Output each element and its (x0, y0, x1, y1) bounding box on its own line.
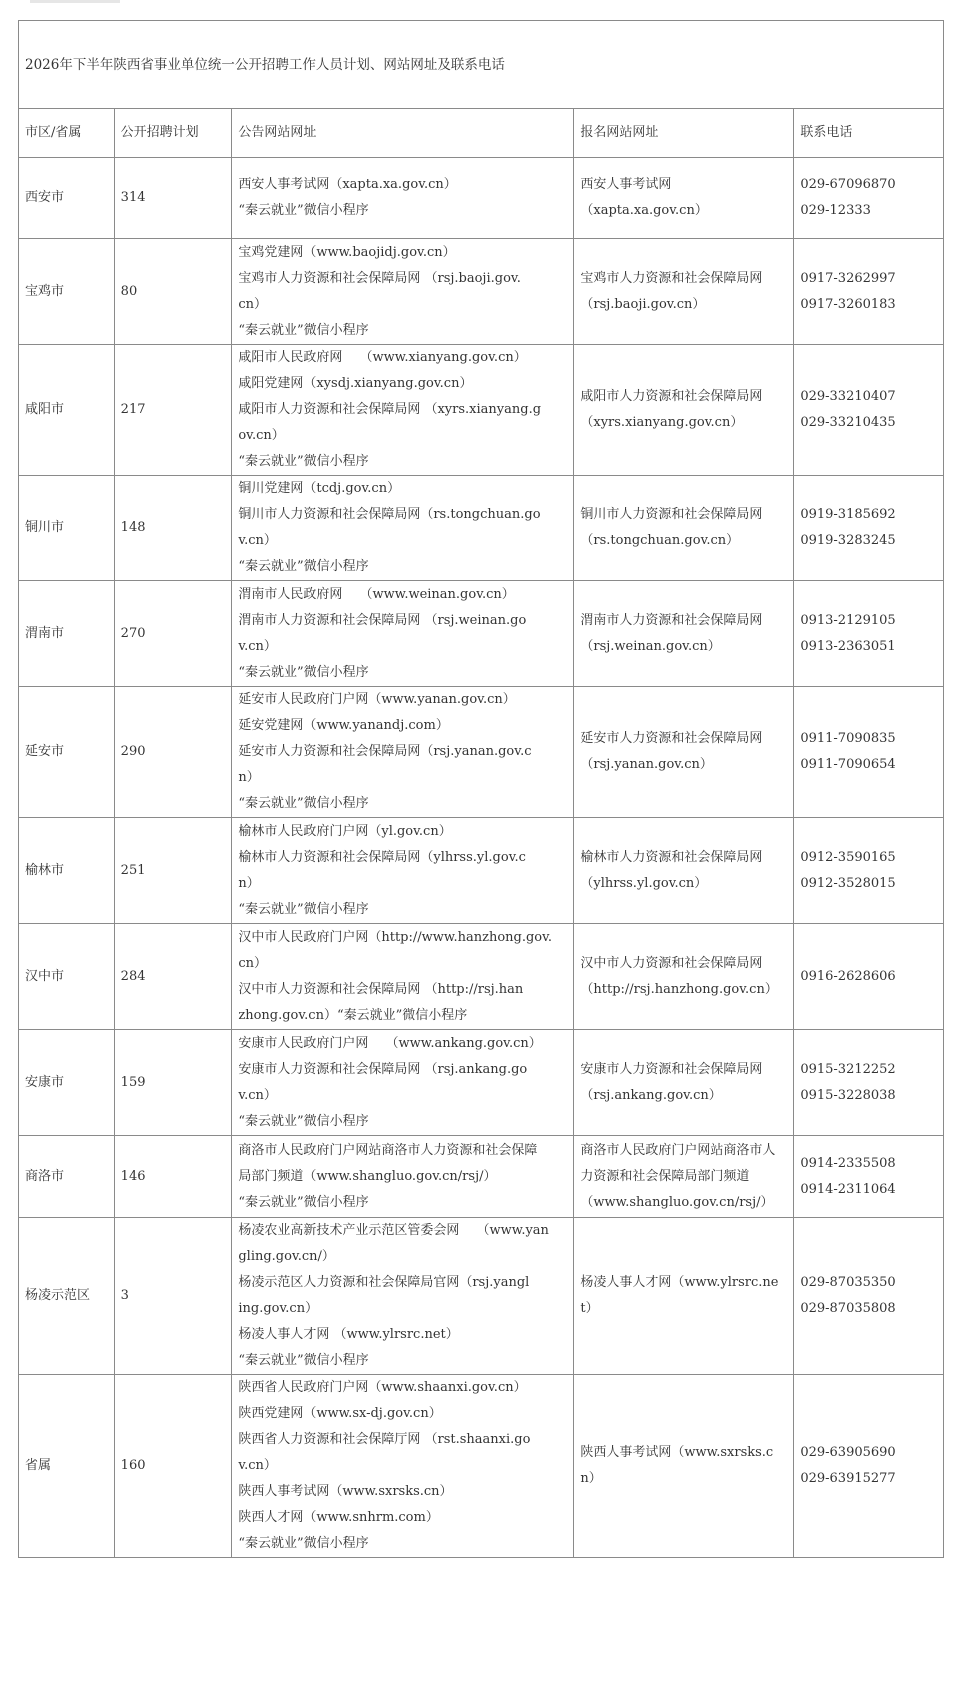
plan-cell: 148 (114, 476, 232, 581)
table-row (19, 924, 944, 1030)
table-row (19, 1136, 944, 1218)
notice-site-line: 陕西人才网（www.snhrm.com） (238, 1510, 439, 1525)
notice-site-line: v.cn） (238, 1087, 277, 1103)
phone-number: 029-67096870 (800, 177, 896, 192)
notice-site-line: 延安市人民政府门户网（www.yanan.gov.cn） (238, 692, 516, 707)
register-site-cell (574, 345, 794, 476)
notice-site-cell (232, 1375, 574, 1558)
table-row (19, 345, 944, 476)
notice-site-cell (232, 1136, 574, 1218)
phone-number: 0913-2129105 (800, 612, 896, 628)
register-site-line: 力资源和社会保障局部门频道 (580, 1168, 750, 1184)
register-site-line: 榆林市人力资源和社会保障局网 (580, 849, 763, 865)
notice-site-line: v.cn） (238, 1458, 277, 1473)
notice-site-line: 陕西省人民政府门户网（www.shaanxi.gov.cn） (238, 1380, 527, 1395)
notice-site-line: “秦云就业”微信小程序 (238, 796, 369, 811)
phone-number: 0913-2363051 (800, 638, 896, 654)
register-site-line: 宝鸡市人力资源和社会保障局网 (580, 270, 763, 286)
phone-cell (794, 476, 944, 581)
register-site-line: 延安市人力资源和社会保障局网 (580, 731, 763, 746)
notice-site-line: “秦云就业”微信小程序 (238, 1194, 369, 1210)
register-site-line: 安康市人力资源和社会保障局网 (580, 1061, 763, 1077)
notice-site-cell (232, 1030, 574, 1136)
plan-cell: 160 (114, 1375, 232, 1558)
phone-number: 029-12333 (800, 203, 871, 218)
notice-site-line: 陕西人事考试网（www.sxrsks.cn） (238, 1484, 453, 1499)
notice-site-line: “秦云就业”微信小程序 (238, 1113, 369, 1129)
register-site-line: （rsj.weinan.gov.cn） (580, 638, 721, 654)
notice-site-line: 杨凌示范区人力资源和社会保障局官网（rsj.yangl (238, 1275, 530, 1290)
notice-site-line: 宝鸡市人力资源和社会保障局网 （rsj.baoji.gov. (238, 270, 521, 286)
register-site-line: 渭南市人力资源和社会保障局网 (580, 612, 763, 628)
register-site-line: （rs.tongchuan.gov.cn） (580, 533, 740, 548)
notice-site-cell (232, 158, 574, 239)
notice-site-line: 咸阳党建网（xysdj.xianyang.gov.cn） (238, 376, 473, 391)
notice-site-line: 陕西党建网（www.sx-dj.gov.cn） (238, 1406, 442, 1421)
table-row (19, 581, 944, 687)
header-region: 市区/省属 (19, 109, 115, 158)
phone-cell (794, 1030, 944, 1136)
notice-site-line: “秦云就业”微信小程序 (238, 1536, 369, 1551)
register-site-cell (574, 1375, 794, 1558)
plan-cell: 314 (114, 158, 232, 239)
table-row (19, 687, 944, 818)
phone-number: 0916-2628606 (800, 968, 896, 984)
phone-cell (794, 1218, 944, 1375)
register-site-cell (574, 239, 794, 345)
notice-site-cell (232, 1218, 574, 1375)
phone-number: 0912-3590165 (800, 849, 896, 865)
region-cell: 杨凌示范区 (19, 1218, 115, 1375)
phone-number: 0915-3228038 (800, 1087, 896, 1103)
notice-site-line: 渭南市人民政府网 （www.weinan.gov.cn） (238, 586, 515, 602)
register-site-line: （rsj.baoji.gov.cn） (580, 296, 706, 312)
notice-site-cell (232, 818, 574, 924)
header-notice-site: 公告网站网址 (232, 109, 574, 158)
table-row (19, 818, 944, 924)
notice-site-line: 榆林市人民政府门户网（yl.gov.cn） (238, 823, 452, 839)
notice-site-line: 渭南市人力资源和社会保障局网 （rsj.weinan.go (238, 612, 527, 628)
table-row (19, 158, 944, 239)
region-cell: 铜川市 (19, 476, 115, 581)
phone-number: 0919-3283245 (800, 533, 896, 548)
region-cell: 省属 (19, 1375, 115, 1558)
notice-site-line: v.cn） (238, 638, 277, 654)
notice-site-line: 汉中市人力资源和社会保障局网 （http://rsj.han (238, 981, 524, 997)
phone-number: 0914-2311064 (800, 1181, 896, 1197)
notice-site-line: 宝鸡党建网（www.baojidj.gov.cn） (238, 244, 456, 260)
notice-site-line: “秦云就业”微信小程序 (238, 322, 369, 338)
plan-cell: 251 (114, 818, 232, 924)
notice-site-cell (232, 924, 574, 1030)
notice-site-line: 延安党建网（www.yanandj.com） (238, 718, 449, 733)
phone-cell (794, 345, 944, 476)
table-row (19, 476, 944, 581)
plan-cell: 270 (114, 581, 232, 687)
header-phone: 联系电话 (794, 109, 944, 158)
notice-site-line: 榆林市人力资源和社会保障局网（ylhrss.yl.gov.c (238, 849, 526, 865)
region-cell: 榆林市 (19, 818, 115, 924)
phone-number: 029-33210435 (800, 415, 896, 430)
notice-site-cell (232, 476, 574, 581)
plan-cell: 146 (114, 1136, 232, 1218)
register-site-line: 杨凌人事人才网（www.ylrsrc.ne (580, 1275, 779, 1290)
register-site-cell (574, 924, 794, 1030)
notice-site-cell (232, 581, 574, 687)
phone-number: 0919-3185692 (800, 507, 896, 522)
phone-cell (794, 239, 944, 345)
notice-site-cell (232, 687, 574, 818)
notice-site-line: v.cn） (238, 533, 277, 548)
notice-site-line: n） (238, 875, 260, 891)
notice-site-line: zhong.gov.cn）“秦云就业”微信小程序 (238, 1007, 468, 1023)
notice-site-line: “秦云就业”微信小程序 (238, 664, 369, 680)
phone-number: 029-87035808 (800, 1301, 896, 1316)
phone-cell (794, 924, 944, 1030)
register-site-cell (574, 158, 794, 239)
notice-site-line: 商洛市人民政府门户网站商洛市人力资源和社会保障 (238, 1142, 538, 1158)
plan-cell: 3 (114, 1218, 232, 1375)
table-row (19, 1218, 944, 1375)
notice-site-line: “秦云就业”微信小程序 (238, 559, 369, 574)
register-site-line: （rsj.ankang.gov.cn） (580, 1087, 722, 1103)
phone-cell (794, 818, 944, 924)
notice-site-line: “秦云就业”微信小程序 (238, 203, 369, 218)
notice-site-line: ing.gov.cn） (238, 1301, 319, 1316)
notice-site-line: “秦云就业”微信小程序 (238, 1353, 369, 1368)
header-row (19, 109, 944, 158)
table-row (19, 1375, 944, 1558)
phone-number: 029-63905690 (800, 1445, 896, 1460)
notice-site-line: 安康市人力资源和社会保障局网 （rsj.ankang.go (238, 1061, 528, 1077)
register-site-cell (574, 1136, 794, 1218)
register-site-line: 陕西人事考试网（www.sxrsks.c (580, 1445, 774, 1460)
region-cell: 延安市 (19, 687, 115, 818)
register-site-line: t） (580, 1301, 599, 1316)
region-cell: 渭南市 (19, 581, 115, 687)
register-site-line: 咸阳市人力资源和社会保障局网 (580, 389, 763, 404)
table-title: 2026年下半年陕西省事业单位统一公开招聘工作人员计划、网站网址及联系电话 (19, 21, 944, 109)
phone-cell (794, 1375, 944, 1558)
table-row (19, 239, 944, 345)
region-cell: 宝鸡市 (19, 239, 115, 345)
recruitment-table (18, 20, 944, 1558)
register-site-line: （ylhrss.yl.gov.cn） (580, 875, 708, 891)
phone-cell (794, 158, 944, 239)
plan-cell: 80 (114, 239, 232, 345)
notice-site-line: 陕西省人力资源和社会保障厅网 （rst.shaanxi.go (238, 1432, 531, 1447)
notice-site-line: 汉中市人民政府门户网（http://www.hanzhong.gov. (238, 929, 553, 945)
register-site-line: 汉中市人力资源和社会保障局网 (580, 955, 763, 971)
region-cell: 商洛市 (19, 1136, 115, 1218)
notice-site-line: 杨凌农业高新技术产业示范区管委会网 （www.yan (238, 1223, 549, 1238)
notice-site-line: 局部门频道（www.shangluo.gov.cn/rsj/） (238, 1168, 497, 1184)
phone-number: 029-87035350 (800, 1275, 896, 1290)
notice-site-line: n） (238, 770, 260, 785)
notice-site-line: 咸阳市人民政府网 （www.xianyang.gov.cn） (238, 350, 527, 365)
phone-number: 0912-3528015 (800, 875, 896, 891)
notice-site-line: 西安人事考试网（xapta.xa.gov.cn） (238, 177, 457, 192)
register-site-line: n） (580, 1471, 602, 1486)
register-site-line: 商洛市人民政府门户网站商洛市人 (580, 1142, 776, 1158)
top-edge-mark (30, 0, 120, 3)
region-cell: 咸阳市 (19, 345, 115, 476)
plan-cell: 159 (114, 1030, 232, 1136)
register-site-cell (574, 476, 794, 581)
table-row (19, 1030, 944, 1136)
title-row (19, 21, 944, 109)
register-site-line: （http://rsj.hanzhong.gov.cn） (580, 981, 778, 997)
notice-site-line: 延安市人力资源和社会保障局网（rsj.yanan.gov.c (238, 744, 532, 759)
notice-site-line: 铜川市人力资源和社会保障局网（rs.tongchuan.go (238, 507, 541, 522)
register-site-line: （xapta.xa.gov.cn） (580, 203, 708, 218)
phone-number: 0911-7090835 (800, 731, 896, 746)
plan-cell: 284 (114, 924, 232, 1030)
notice-site-line: cn） (238, 296, 267, 312)
register-site-line: （rsj.yanan.gov.cn） (580, 757, 713, 772)
register-site-line: （www.shangluo.gov.cn/rsj/） (580, 1194, 774, 1210)
region-cell: 汉中市 (19, 924, 115, 1030)
phone-number: 0911-7090654 (800, 757, 896, 772)
notice-site-line: ov.cn） (238, 428, 285, 443)
notice-site-cell (232, 345, 574, 476)
header-plan: 公开招聘计划 (114, 109, 232, 158)
register-site-cell (574, 1030, 794, 1136)
register-site-line: 铜川市人力资源和社会保障局网 (580, 507, 763, 522)
register-site-line: （xyrs.xianyang.gov.cn） (580, 415, 744, 430)
notice-site-line: 铜川党建网（tcdj.gov.cn） (238, 481, 401, 496)
plan-cell: 290 (114, 687, 232, 818)
phone-cell (794, 1136, 944, 1218)
phone-number: 029-63915277 (800, 1471, 896, 1486)
phone-number: 0917-3262997 (800, 270, 896, 286)
notice-site-cell (232, 239, 574, 345)
plan-cell: 217 (114, 345, 232, 476)
phone-number: 0914-2335508 (800, 1155, 896, 1171)
phone-number: 0915-3212252 (800, 1061, 896, 1077)
header-register-site: 报名网站网址 (574, 109, 794, 158)
phone-cell (794, 687, 944, 818)
phone-cell (794, 581, 944, 687)
phone-number: 0917-3260183 (800, 296, 896, 312)
region-cell: 安康市 (19, 1030, 115, 1136)
register-site-cell (574, 687, 794, 818)
notice-site-line: 杨凌人事人才网 （www.ylrsrc.net） (238, 1327, 459, 1342)
notice-site-line: “秦云就业”微信小程序 (238, 454, 369, 469)
register-site-cell (574, 1218, 794, 1375)
notice-site-line: 咸阳市人力资源和社会保障局网 （xyrs.xianyang.g (238, 402, 542, 417)
register-site-cell (574, 818, 794, 924)
phone-number: 029-33210407 (800, 389, 896, 404)
notice-site-line: gling.gov.cn/） (238, 1249, 335, 1264)
region-cell: 西安市 (19, 158, 115, 239)
notice-site-line: 安康市人民政府门户网 （www.ankang.gov.cn） (238, 1035, 542, 1051)
notice-site-line: cn） (238, 955, 267, 971)
register-site-cell (574, 581, 794, 687)
register-site-line: 西安人事考试网 (580, 177, 672, 192)
notice-site-line: “秦云就业”微信小程序 (238, 901, 369, 917)
